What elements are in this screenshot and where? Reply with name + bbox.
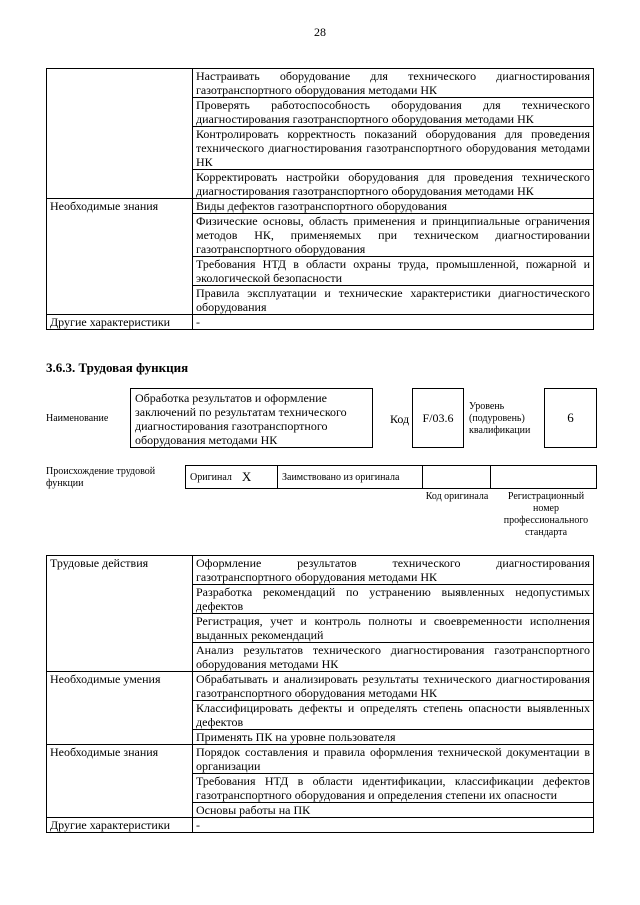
value-cell: Разработка рекомендаций по устранению выявленных недопустимых дефектов — [193, 585, 594, 614]
category-cell: Необходимые знания — [47, 745, 193, 818]
value-cell: Правила эксплуатации и технические характеристики диагностического оборудования — [193, 286, 594, 315]
code-original-cell — [423, 466, 491, 488]
table-row — [47, 199, 594, 214]
value-cell: Обрабатывать и анализировать результаты технического диагностирования газотранспортного оборудования методами НК — [193, 672, 594, 701]
table-row — [47, 818, 594, 833]
level-label: Уровень (подуровень) квалификации — [469, 401, 531, 436]
table-row — [47, 315, 594, 330]
borrowed-cell: Заимствовано из оригинала — [278, 466, 423, 488]
original-mark: X — [241, 469, 252, 484]
value-cell: Применять ПК на уровне пользователя — [193, 730, 594, 745]
value-cell: Виды дефектов газотранспортного оборудования — [193, 199, 594, 214]
table-row — [47, 556, 594, 585]
value-cell: Настраивать оборудование для технического диагностирования газотранспортного оборудования методами НК — [193, 69, 594, 98]
category-cell: Необходимые знания — [47, 199, 193, 315]
requirements-table-continued — [46, 68, 594, 330]
reg-number-label: Регистрационный номер профессионального стандарта — [503, 491, 589, 538]
page-number: 28 — [314, 25, 326, 39]
value-cell: Регистрация, учет и контроль полноты и своевременности исполнения выданных рекомендаций — [193, 614, 594, 643]
value-cell: Требования НТД в области идентификации, классификации дефектов газотранспортного оборудования и определения степени их опасности — [193, 774, 594, 803]
value-cell: Анализ результатов технического диагностирования газотранспортного оборудования методами НК — [193, 643, 594, 672]
level-value-box: 6 — [544, 388, 597, 448]
category-cell — [47, 69, 193, 199]
table-row — [47, 69, 594, 98]
category-cell: Трудовые действия — [47, 556, 193, 672]
value-cell: Корректировать настройки оборудования для проведения технического диагностирования газотранспортного оборудования методами НК — [193, 170, 594, 199]
name-label: Наименование — [46, 413, 109, 424]
original-cell — [186, 466, 278, 488]
origin-row — [185, 465, 597, 489]
value-cell: Физические основы, область применения и принципиальные ограничения методов НК, применяемых при техническом диагностировании газотранспортного оборудования — [193, 214, 594, 257]
value-cell: Основы работы на ПК — [193, 803, 594, 818]
category-cell: Другие характеристики — [47, 818, 193, 833]
category-cell: Другие характеристики — [47, 315, 193, 330]
code-value-box: F/03.6 — [412, 388, 464, 448]
origin-label: Происхождение трудовой функции — [46, 466, 156, 489]
value-cell: Порядок составления и правила оформления технической документации в организации — [193, 745, 594, 774]
value-cell: - — [193, 818, 594, 833]
table-row — [47, 745, 594, 774]
value-cell: Оформление результатов технического диагностирования газотранспортного оборудования методами НК — [193, 556, 594, 585]
category-cell: Необходимые умения — [47, 672, 193, 745]
code-label: Код — [390, 412, 410, 426]
value-cell: - — [193, 315, 594, 330]
function-name-box: Обработка результатов и оформление заключений по результатам технического диагностирования газотранспортного оборудования методами НК — [130, 388, 373, 448]
reg-number-cell — [491, 466, 596, 488]
value-cell: Классифицировать дефекты и определять степень опасности выявленных дефектов — [193, 701, 594, 730]
requirements-table — [46, 555, 594, 833]
section-title: 3.6.3. Трудовая функция — [46, 360, 189, 375]
original-label: Оригинал — [190, 471, 232, 483]
value-cell: Требования НТД в области охраны труда, промышленной, пожарной и экологической безопасности — [193, 257, 594, 286]
value-cell: Контролировать корректность показаний оборудования для проведения технического диагностирования газотранспортного оборудования методами НК — [193, 127, 594, 170]
value-cell: Проверять работоспособность оборудования для технического диагностирования газотранспортного оборудования методами НК — [193, 98, 594, 127]
code-original-label: Код оригинала — [425, 491, 489, 502]
table-row — [47, 672, 594, 701]
